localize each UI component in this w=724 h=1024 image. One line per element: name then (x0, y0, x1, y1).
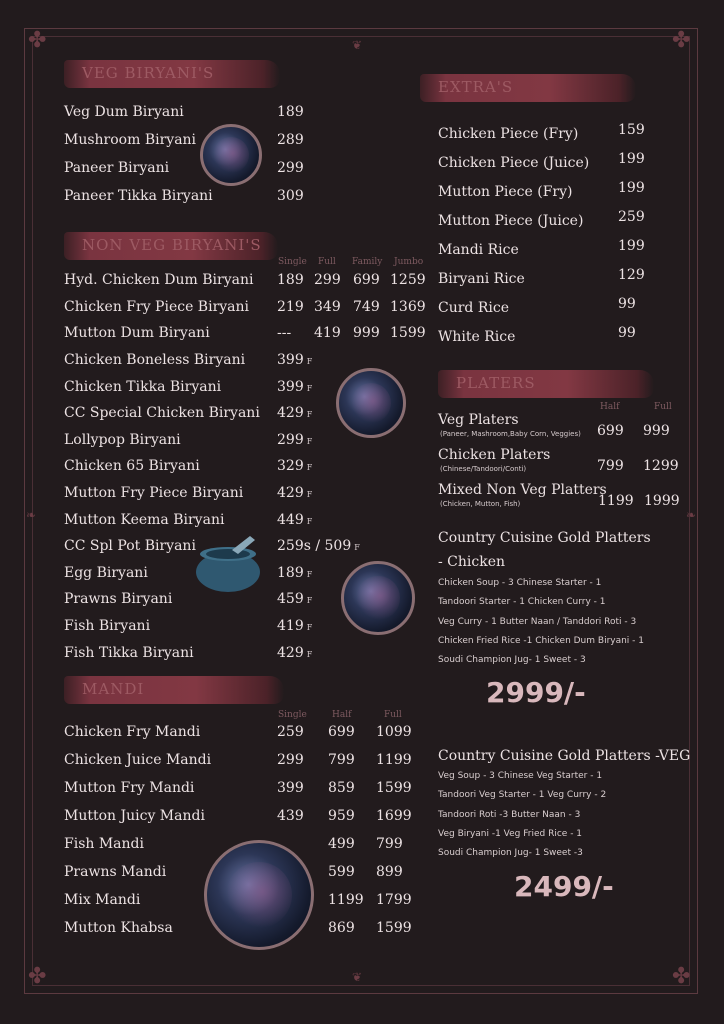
flourish-icon: ❦ (352, 38, 363, 52)
menu-item-price: 899 (376, 864, 403, 880)
menu-item-price: 199 (618, 151, 645, 167)
menu-item-price: 1299 (643, 458, 679, 474)
menu-item-name: CC Special Chicken Biryani (64, 405, 260, 422)
menu-item-price: 259 (618, 209, 645, 225)
prawns-biryani-photo (341, 561, 415, 635)
gold-chicken-price: 2999/- (486, 676, 586, 709)
menu-item-price: 1699 (376, 808, 412, 824)
menu-item-price: 799 (597, 458, 624, 474)
menu-item-name: Mutton Fry Piece Biryani (64, 485, 244, 501)
mushroom-biryani-photo (200, 124, 262, 186)
price-suffix: F (306, 463, 313, 473)
menu-item-price: 749 (353, 298, 380, 315)
menu-item-price: 299 (314, 272, 341, 288)
menu-item-price: 599 (328, 864, 355, 880)
menu-item-price: 1099 (376, 724, 412, 740)
menu-item-name: Paneer Tikka Biryani (64, 188, 213, 204)
price-suffix: F (306, 490, 313, 499)
veg-biryanis-banner (64, 60, 280, 88)
platers-banner (438, 370, 654, 398)
menu-item-price (277, 379, 312, 395)
menu-item-name: Fish Tikka Biryani (64, 644, 194, 661)
flourish-icon: ❧ (686, 508, 697, 522)
menu-item-name: Chicken Tikka Biryani (64, 378, 222, 395)
platter-content-line: Veg Soup - 3 Chinese Veg Starter - 1 (438, 771, 603, 781)
menu-item-price: 199 (618, 180, 645, 196)
menu-item-price (277, 512, 312, 528)
menu-item-name: Mutton Piece (Juice) (438, 213, 584, 229)
menu-item-price (277, 565, 312, 581)
menu-item-price: 799 (328, 752, 355, 768)
price-suffix: F (306, 383, 313, 393)
menu-item-name: Mutton Fry Mandi (64, 780, 195, 796)
price-suffix: F (306, 649, 313, 659)
menu-item-price: 99 (618, 325, 636, 341)
price-suffix: F (306, 596, 313, 606)
price-value: 399 (277, 352, 304, 368)
menu-item-name: Chicken 65 Biryani (64, 458, 200, 475)
price-column-header: Single (278, 710, 307, 720)
menu-item-price: 999 (643, 423, 670, 439)
price-column-header: Full (318, 257, 336, 267)
menu-item-price (277, 352, 312, 368)
menu-item-price: 1799 (376, 892, 412, 908)
menu-item-price: 349 (314, 298, 341, 315)
gold-chicken-title: Country Cuisine Gold Platters (438, 530, 651, 546)
menu-item-name: Mutton Juicy Mandi (64, 808, 205, 824)
menu-item-price: 99 (618, 296, 636, 312)
menu-item-price: 159 (618, 122, 645, 138)
price-suffix: F (306, 516, 313, 526)
menu-item-price: 259 (277, 724, 304, 740)
menu-item-description: (Paneer, Mashroom,Baby Corn, Veggies) (440, 430, 581, 438)
price-value: 429 (277, 405, 304, 422)
corner-ornament-icon: ✤ (672, 964, 691, 989)
menu-item-name: Egg Biryani (64, 564, 148, 581)
menu-item-name: Prawns Mandi (64, 864, 167, 880)
price-column-header: Half (332, 710, 352, 720)
price-value: 329 (277, 458, 304, 475)
menu-item-price (277, 645, 312, 661)
corner-ornament-icon: ✤ (28, 964, 47, 989)
flourish-icon: ❧ (26, 508, 37, 522)
section-title: NON VEG BIRYANI'S (82, 236, 262, 254)
price-suffix: F (306, 436, 313, 446)
menu-item-name: Veg Platers (438, 412, 519, 428)
gold-veg-price: 2499/- (514, 870, 614, 903)
platter-content-line: Chicken Soup - 3 Chinese Starter - 1 (438, 578, 602, 588)
flourish-icon: ❦ (352, 970, 363, 984)
section-title: VEG BIRYANI'S (82, 64, 215, 82)
platter-content-line: Tandoori Veg Starter - 1 Veg Curry - 2 (438, 790, 607, 801)
price-value: 459 (277, 591, 304, 608)
menu-item-price: 1599 (390, 325, 426, 342)
menu-item-name: Mutton Piece (Fry) (438, 184, 573, 200)
menu-item-name: Lollypop Biryani (64, 431, 181, 448)
menu-item-price: 699 (353, 272, 380, 288)
menu-item-name: Chicken Platers (438, 447, 551, 463)
menu-item-name: Fish Mandi (64, 836, 144, 852)
menu-item-name: Chicken Piece (Juice) (438, 155, 590, 171)
menu-item-price: 1369 (390, 298, 426, 315)
menu-item-name: Curd Rice (438, 300, 509, 316)
price-suffix: F (306, 410, 313, 420)
menu-item-price: 299 (277, 160, 304, 176)
menu-item-name: CC Spl Pot Biryani (64, 538, 196, 555)
price-value: 259s / 509 (277, 538, 352, 555)
menu-item-price: 219 (277, 298, 304, 315)
menu-item-price: 999 (353, 325, 380, 342)
menu-item-name: Paneer Biryani (64, 160, 170, 176)
menu-item-price: 1599 (376, 920, 412, 936)
price-suffix: F (306, 357, 313, 366)
pot-biryani-icon (192, 532, 264, 596)
menu-item-name: Mutton Dum Biryani (64, 325, 210, 342)
menu-item-price (277, 432, 312, 448)
menu-item-price (277, 458, 312, 474)
menu-item-name: Mutton Keema Biryani (64, 511, 225, 528)
mandi-photo (204, 840, 314, 950)
menu-item-name: Mutton Khabsa (64, 920, 173, 936)
section-title: MANDI (82, 680, 145, 698)
price-value: 419 (277, 618, 304, 634)
platter-content-line: Tandoori Roti -3 Butter Naan - 3 (438, 809, 581, 820)
menu-item-name: Biryani Rice (438, 271, 525, 287)
price-value: 449 (277, 511, 304, 528)
price-column-header: Full (654, 402, 672, 412)
biryani-photo (336, 368, 406, 438)
menu-item-price: 419 (314, 325, 341, 342)
menu-item-price: 859 (328, 780, 355, 796)
menu-item-price: 1199 (598, 493, 634, 509)
menu-item-name: Mushroom Biryani (64, 132, 197, 148)
menu-item-price: 199 (618, 238, 645, 254)
non-veg-biryanis-banner (64, 232, 278, 260)
menu-item-name: Chicken Boneless Biryani (64, 352, 246, 368)
menu-item-price (277, 591, 312, 607)
menu-item-name: Mix Mandi (64, 892, 141, 908)
menu-item-name: Chicken Fry Mandi (64, 724, 201, 740)
price-value: 299 (277, 431, 304, 448)
menu-item-price: 399 (277, 780, 304, 796)
menu-item-price: 439 (277, 808, 304, 824)
price-suffix: F (354, 543, 360, 553)
menu-item-name: Hyd. Chicken Dum Biryani (64, 272, 254, 288)
price-column-header: Half (600, 402, 620, 412)
menu-item-name: Mandi Rice (438, 242, 519, 258)
menu-item-price: 869 (328, 920, 355, 936)
platter-content-line: Soudi Champion Jug- 1 Sweet -3 (438, 848, 583, 859)
menu-item-price (277, 618, 312, 634)
menu-item-price: 1599 (376, 780, 412, 796)
menu-item-price: 189 (277, 272, 304, 288)
menu-item-name: Mixed Non Veg Platters (438, 482, 607, 498)
menu-item-price (277, 485, 312, 501)
menu-item-price: 299 (277, 752, 304, 768)
platter-content-line: Chicken Fried Rice -1 Chicken Dum Biryani - 1 (438, 635, 645, 646)
menu-item-price: 499 (328, 836, 355, 852)
menu-item-price: 189 (277, 104, 304, 120)
menu-item-name: Chicken Juice Mandi (64, 752, 212, 768)
menu-item-price: 699 (597, 423, 624, 439)
menu-item-price: 1199 (328, 892, 364, 908)
menu-item-name: Prawns Biryani (64, 591, 173, 608)
menu-item-price: --- (277, 325, 292, 342)
menu-item-price: 699 (328, 724, 355, 740)
menu-item-name: Veg Dum Biryani (64, 104, 184, 120)
menu-item-price: 799 (376, 836, 403, 852)
price-column-header: Full (384, 710, 402, 720)
section-title: PLATERS (456, 374, 536, 392)
menu-item-price: 1259 (390, 272, 426, 288)
gold-chicken-subtitle: - Chicken (438, 554, 506, 570)
menu-item-price: 959 (328, 808, 355, 824)
price-suffix: F (306, 569, 313, 579)
extras-banner (420, 74, 636, 102)
price-suffix: F (306, 623, 313, 632)
menu-item-description: (Chicken, Mutton, Fish) (440, 500, 521, 508)
price-value: 399 (277, 378, 304, 395)
menu-item-name: Fish Biryani (64, 618, 151, 634)
menu-item-price: 1999 (644, 493, 680, 509)
platter-content-line: Veg Biryani -1 Veg Fried Rice - 1 (438, 828, 583, 839)
menu-item-price: 1199 (376, 752, 412, 768)
section-title: EXTRA'S (438, 78, 514, 96)
platter-content-line: Veg Curry - 1 Butter Naan / Tanddori Roti - 3 (438, 616, 637, 627)
gold-veg-title: Country Cuisine Gold Platters -VEG (438, 748, 691, 764)
menu-item-name: Chicken Fry Piece Biryani (64, 298, 250, 315)
menu-item-name: White Rice (438, 329, 516, 345)
price-column-header: Jumbo (394, 257, 424, 267)
menu-item-name: Chicken Piece (Fry) (438, 126, 579, 142)
menu-item-description: (Chinese/Tandoori/Conti) (440, 465, 527, 473)
menu-item-price (277, 405, 312, 421)
price-value: 429 (277, 644, 304, 661)
platter-content-line: Soudi Champion Jug- 1 Sweet - 3 (438, 655, 586, 666)
price-value: 189 (277, 564, 304, 581)
corner-ornament-icon: ✤ (28, 28, 47, 53)
corner-ornament-icon: ✤ (672, 28, 691, 53)
price-column-header: Single (278, 257, 307, 267)
price-value: 429 (277, 485, 304, 501)
menu-item-price: 289 (277, 132, 304, 148)
platter-content-line: Tandoori Starter - 1 Chicken Curry - 1 (438, 597, 606, 608)
menu-item-price (277, 538, 360, 554)
menu-item-price: 129 (618, 267, 645, 283)
mandi-banner (64, 676, 284, 704)
price-column-header: Family (352, 257, 383, 267)
menu-item-price: 309 (277, 188, 304, 204)
